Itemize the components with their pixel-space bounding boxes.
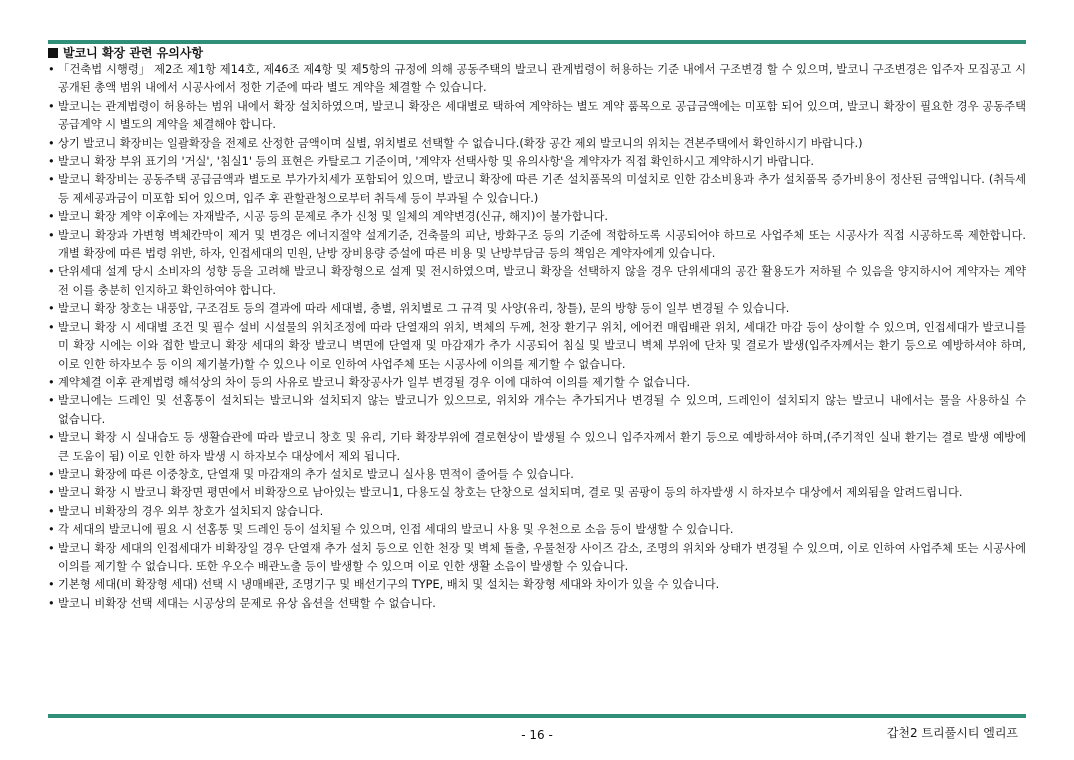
- section-title: 발코니 확장 관련 유의사항: [63, 46, 204, 60]
- notes-list: [48, 61, 1026, 613]
- list-item: • 발코니 확장 시 세대별 조건 및 필수 설비 시설물의 위치조정에 따라 단열재의 위치, 벽체의 두께, 천장 환기구 위치, 에어컨 매립배관 위치, 세대간 마감 등이 상이할 수 있으며, 인접세대가 발코니를 미 확장 시에는 이와 접한 발코니 확장 세대의 확장 발코니 벽면에 단열재 및 마감재가 추가 시공되어 침실 및 발코니 벽체 부위에 단차 및 결로가 발생(입주자께서는 환기 등으로 예방하셔야 하며, 이로 인한 하자보수 등 이의 제기불가)할 수 있으나 이로 인하여 사업주체 또는 시공사에 이의를 제기할 수 없습니다.: [48, 319, 1026, 374]
- square-bullet-icon: [48, 48, 58, 58]
- list-item: • 발코니 확장과 가변형 벽체칸막이 제거 및 변경은 에너지절약 설계기준, 건축물의 피난, 방화구조 등의 기준에 적합하도록 시공되어야 하므로 사업주체 또는 시공사가 직접 시공하도록 제한합니다. 개별 확장에 따른 법령 위반, 하자, 인접세대의 민원, 난방 장비용량 증설에 따른 비용 및 난방부담금 등의 책임은 계약자에게 있습니다.: [48, 227, 1026, 264]
- list-item: • 발코니 확장 창호는 내풍압, 구조검토 등의 결과에 따라 세대별, 층별, 위치별로 그 규격 및 사양(유리, 창틀), 문의 방향 등이 일부 변경될 수 있습니다.: [48, 300, 1026, 318]
- list-item: • 발코니 확장 시 발코니 확장면 평면에서 비확장으로 남아있는 발코니1, 다용도실 창호는 단창으로 설치되며, 결로 및 곰팡이 등의 하자발생 시 하자보수 대상에서 제외됨을 알려드립니다.: [48, 484, 1026, 502]
- list-item: • 발코니에는 드레인 및 선홈통이 설치되는 발코니와 설치되지 않는 발코니가 있으므로, 위치와 개수는 추가되거나 변경될 수 있으며, 드레인이 설치되지 않는 발코니 내에서는 물을 사용하실 수 없습니다.: [48, 392, 1026, 429]
- list-item: • 발코니 비확장 선택 세대는 시공상의 문제로 유상 옵션을 선택할 수 없습니다.: [48, 595, 1026, 613]
- list-item: • 발코니 확장 계약 이후에는 자재발주, 시공 등의 문제로 추가 신청 및 일체의 계약변경(신규, 해지)이 불가합니다.: [48, 208, 1026, 226]
- list-item: • 「건축법 시행령」 제2조 제1항 제14호, 제46조 제4항 및 제5항의 규정에 의해 공동주택의 발코니 관계법령이 허용하는 기준 내에서 구조변경 할 수 있으며, 발코니 구조변경은 입주자 모집공고 시 공개된 총액 범위 내에서 시공사에서 정한 기준에 따라 별도 계약을 체결할 수 있습니다.: [48, 61, 1026, 98]
- list-item: • 발코니 확장 세대의 인접세대가 비확장일 경우 단열재 추가 설치 등으로 인한 천장 및 벽체 돌출, 우물천장 사이즈 감소, 조명의 위치와 상태가 변경될 수 있으며, 이로 인하여 사업주체 또는 시공사에 이의를 제기할 수 없습니다. 또한 우오수 배관노출 등이 발생할 수 있으며 이로 인한 생활 소음이 발생할 수 있습니다.: [48, 540, 1026, 577]
- bottom-rule: [48, 714, 1026, 718]
- section-heading: [48, 45, 1026, 61]
- list-item: • 발코니 확장에 따른 이중창호, 단열재 및 마감재의 추가 설치로 발코니 실사용 면적이 줄어들 수 있습니다.: [48, 466, 1026, 484]
- list-item: • 발코니는 관계법령이 허용하는 범위 내에서 확장 설치하였으며, 발코니 확장은 세대별로 택하여 계약하는 별도 계약 품목으로 공급금액에는 미포함 되어 있으며, 발코니 확장이 필요한 경우 공동주택 공급계약 시 별도의 계약을 체결해야 합니다.: [48, 98, 1026, 135]
- list-item: • 발코니 확장 시 실내습도 등 생활습관에 따라 발코니 창호 및 유리, 기타 확장부위에 결로현상이 발생될 수 있으니 입주자께서 환기 등으로 예방하셔야 하며,(주기적인 실내 환기는 결로 발생 예방에 큰 도움이 됨) 이로 인한 하자 발생 시 하자보수 대상에서 제외 됩니다.: [48, 429, 1026, 466]
- notice-section: [48, 45, 1026, 613]
- list-item: • 단위세대 설계 당시 소비자의 성향 등을 고려해 발코니 확장형으로 설계 및 전시하였으며, 발코니 확장을 선택하지 않을 경우 단위세대의 공간 활용도가 저하될 수 있음을 양지하시어 계약자는 계약 전 이를 충분히 인지하고 확인하여야 합니다.: [48, 263, 1026, 300]
- list-item: • 발코니 확장 부위 표기의 '거실', '침실1' 등의 표현은 카탈로그 기준이며, '계약자 선택사항 및 유의사항'을 계약자가 직접 확인하시고 계약하시기 바랍니다.: [48, 153, 1026, 171]
- list-item: • 계약체결 이후 관계법령 해석상의 차이 등의 사유로 발코니 확장공사가 일부 변경될 경우 이에 대하여 이의를 제기할 수 없습니다.: [48, 374, 1026, 392]
- list-item: • 기본형 세대(비 확장형 세대) 선택 시 냉매배관, 조명기구 및 배선기구의 TYPE, 배치 및 설치는 확장형 세대와 차이가 있을 수 있습니다.: [48, 576, 1026, 594]
- list-item: • 발코니 확장비는 공동주택 공급금액과 별도로 부가가치세가 포함되어 있으며, 발코니 확장에 따른 기존 설치품목의 미설치로 인한 감소비용과 추가 설치품목 증가비용이 정산된 금액입니다. (취득세 등 제세공과금이 미포함 되어 있으며, 입주 후 관할관청으로부터 취득세 등이 부과될 수 있습니다.): [48, 171, 1026, 208]
- top-rule: [48, 40, 1026, 44]
- list-item: • 상기 발코니 확장비는 일괄확장을 전제로 산정한 금액이며 실별, 위치별로 선택할 수 없습니다.(확장 공간 제외 발코니의 위치는 견본주택에서 확인하시기 바랍니다.): [48, 135, 1026, 153]
- list-item: • 발코니 비확장의 경우 외부 창호가 설치되지 않습니다.: [48, 503, 1026, 521]
- list-item: • 각 세대의 발코니에 필요 시 선홈통 및 드레인 등이 설치될 수 있으며, 인접 세대의 발코니 사용 및 우천으로 소음 등이 발생할 수 있습니다.: [48, 521, 1026, 539]
- page-number: - 16 -: [521, 728, 553, 742]
- document-title: 갑천2 트리풀시티 엘리프: [886, 726, 1018, 740]
